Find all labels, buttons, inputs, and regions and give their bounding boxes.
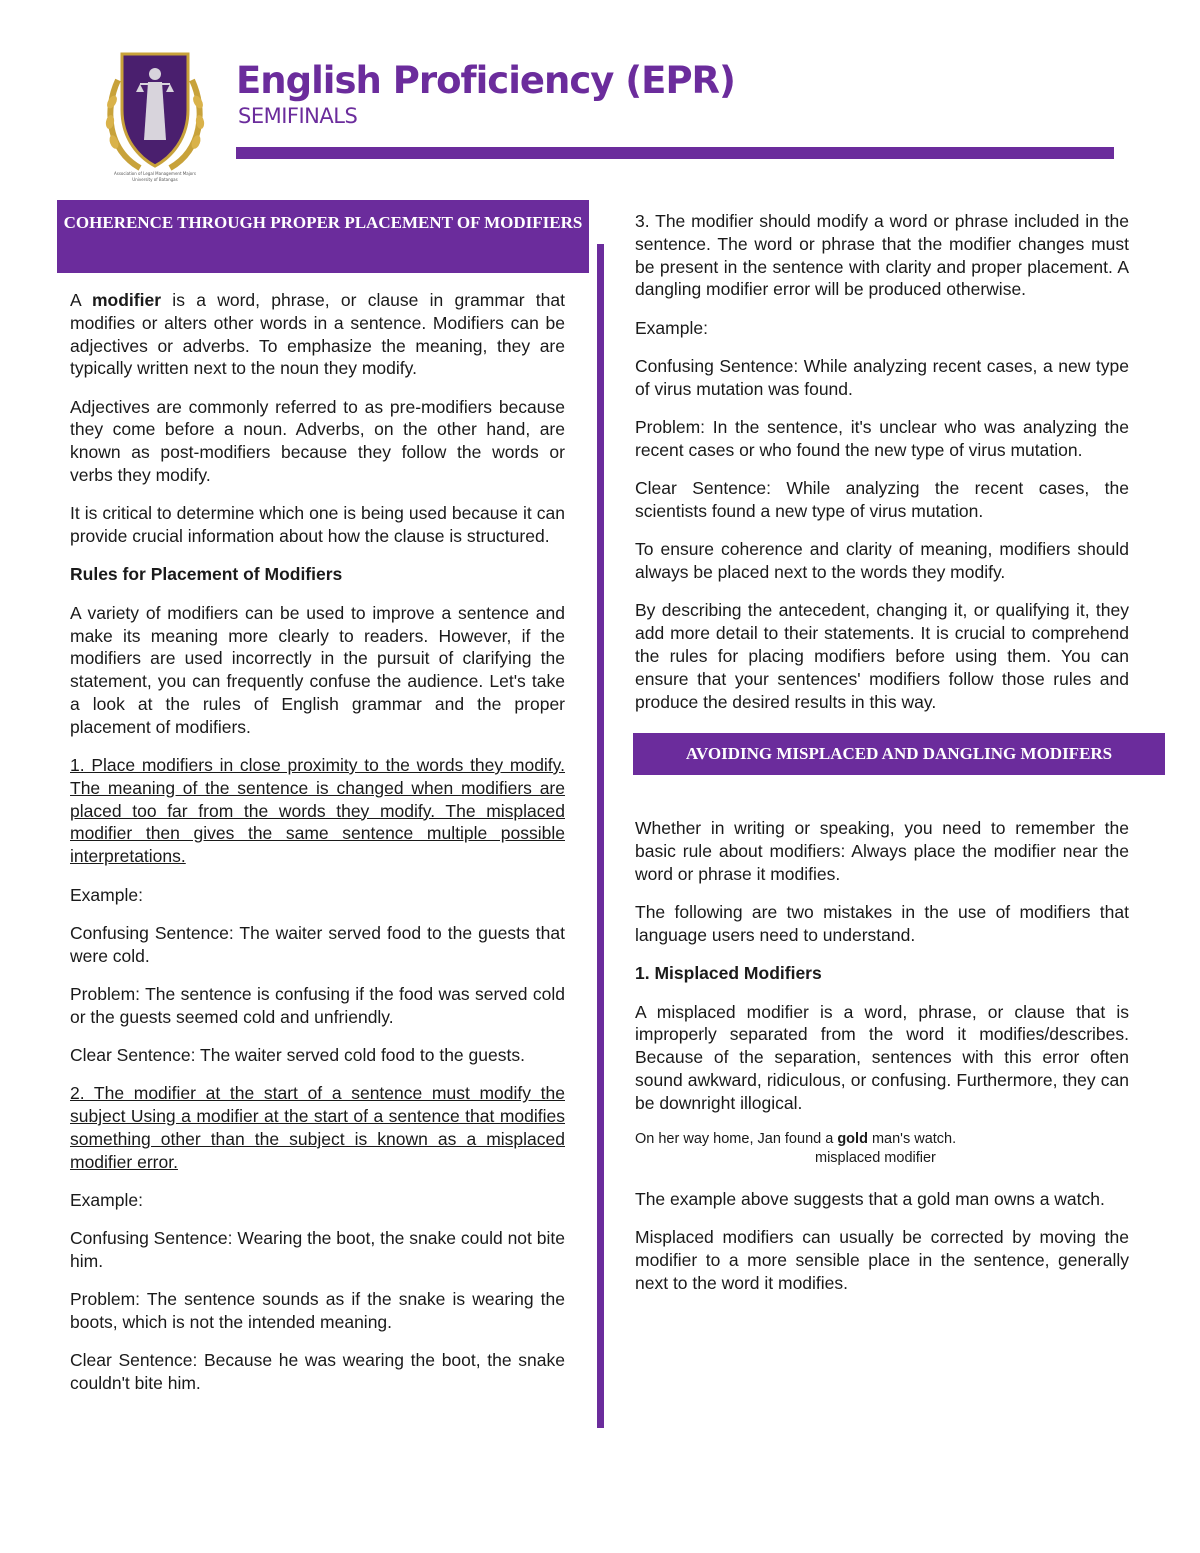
two-mistakes-paragraph: The following are two mistakes in the use of modifiers that language users need to understand.	[635, 902, 1129, 946]
example-before: On her way home, Jan found a	[635, 1131, 838, 1148]
rule-1: 1. Place modifiers in close proximity to the words they modify. The meaning of the sentence is changed when modifiers are placed too far from the words they modify. The misplaced modifier then gives the same sentence multiple possible interpretations.	[70, 755, 565, 867]
example-3-problem: Problem: In the sentence, it's unclear who was analyzing the recent cases or who found the new type of virus mutation.	[635, 417, 1129, 460]
column-divider	[597, 244, 604, 1428]
rule-3: 3. The modifier should modify a word or phrase included in the sentence. The word or phrase that the modifier changes must be present in the sentence with clarity and proper placement. A dangling modifier error will be produced otherwise.	[635, 211, 1129, 300]
section-banner-misplaced-dangling: AVOIDING MISPLACED AND DANGLING MODIFERS	[633, 733, 1165, 775]
rules-heading: Rules for Placement of Modifiers	[70, 564, 343, 585]
university-crest-logo	[100, 40, 210, 190]
logo-caption-1: Association of Legal Management Majors	[114, 171, 196, 176]
example-after: man's watch.	[867, 1131, 957, 1148]
right-column	[633, 210, 1165, 1310]
example-bold-word: gold	[837, 1131, 868, 1148]
page-title: English Proficiency (EPR)	[236, 59, 735, 102]
adjectives-paragraph: Adjectives are commonly referred to as pre-modifiers because they come before a noun. Adverbs, on the other hand, are known as post-modifiers because they follow the words or verbs they modify.	[70, 396, 565, 486]
section-banner-coherence: COHERENCE THROUGH PROPER PLACEMENT OF MODIFIERS	[57, 200, 589, 273]
intro-term: modifier	[91, 290, 162, 310]
misplaced-example-note: misplaced modifier	[815, 1150, 936, 1167]
example-2-problem: Problem: The sentence sounds as if the snake is wearing the boots, which is not the intended meaning.	[70, 1289, 565, 1333]
example-2-clear: Clear Sentence: Because he was wearing the boot, the snake couldn't bite him.	[70, 1350, 565, 1394]
logo-caption-2: University of Batangas	[132, 177, 178, 182]
rule-2: 2. The modifier at the start of a sentence must modify the subject Using a modifier at the start of a sentence that modifies something other than the subject is known as a misplaced modifier error.	[70, 1083, 565, 1172]
critical-paragraph: It is critical to determine which one is being used because it can provide crucial information about how the clause is structured.	[70, 503, 565, 547]
corrected-paragraph: Misplaced modifiers can usually be corrected by moving the modifier to a more sensible place in the sentence, generally next to the word it modifies.	[635, 1227, 1129, 1293]
basic-rule-paragraph: Whether in writing or speaking, you need to remember the basic rule about modifiers: Always place the modifier near the word or phrase it modifies.	[635, 818, 1129, 884]
example-1-label: Example:	[70, 884, 143, 905]
example-2-confusing: Confusing Sentence: Wearing the boot, the snake could not bite him.	[70, 1228, 565, 1272]
antecedent-paragraph: By describing the antecedent, changing it, or qualifying it, they add more detail to their statements. It is crucial to comprehend the rules for placing modifiers before using them. You can ensure that your sentences' modifiers follow those rules and produce the desired results in this way.	[635, 600, 1129, 712]
coherence-paragraph: To ensure coherence and clarity of meaning, modifiers should always be placed next to the words they modify.	[635, 539, 1129, 583]
misplaced-example-sentence	[635, 1130, 1129, 1149]
left-column	[57, 200, 589, 1411]
intro-paragraph	[70, 289, 565, 380]
example-1-clear: Clear Sentence: The waiter served cold food to the guests.	[70, 1045, 525, 1066]
example-1-problem: Problem: The sentence is confusing if the food was served cold or the guests seemed cold and unfriendly.	[70, 983, 565, 1027]
example-3-clear: Clear Sentence: While analyzing the recent cases, the scientists found a new type of virus mutation.	[635, 478, 1129, 521]
intro-lead: A	[70, 290, 92, 310]
page-subtitle: SEMIFINALS	[238, 104, 358, 128]
example-1-confusing: Confusing Sentence: The waiter served food to the guests that were cold.	[70, 922, 565, 966]
intro-rest: is a word, phrase, or clause in grammar that modifies or alters other words in a sentence. Modifiers can be adjectives or adverbs. To emphasize the meaning, they are typically written next to the noun they modify.	[70, 290, 565, 379]
variety-paragraph: A variety of modifiers can be used to improve a sentence and make its meaning more clearly to readers. However, if the modifiers are used incorrectly in the pursuit of clarifying the statement, you can frequently confuse the audience. Let's take a look at the rules of English grammar and the proper placement of modifiers.	[70, 602, 565, 737]
example-3-label: Example:	[635, 317, 708, 338]
header-rule	[236, 147, 1114, 159]
misplaced-heading: 1. Misplaced Modifiers	[635, 963, 822, 984]
misplaced-paragraph: A misplaced modifier is a word, phrase, or clause that is improperly separated from the word it modifies/describes. Because of the separation, sentences with this error often sound awkward, ridiculous, or confusing. Furthermore, they can be downright illogical.	[635, 1001, 1129, 1113]
example-3-confusing: Confusing Sentence: While analyzing recent cases, a new type of virus mutation was found.	[635, 355, 1129, 399]
suggests-paragraph: The example above suggests that a gold man owns a watch.	[635, 1189, 1105, 1210]
example-2-label: Example:	[70, 1190, 143, 1210]
